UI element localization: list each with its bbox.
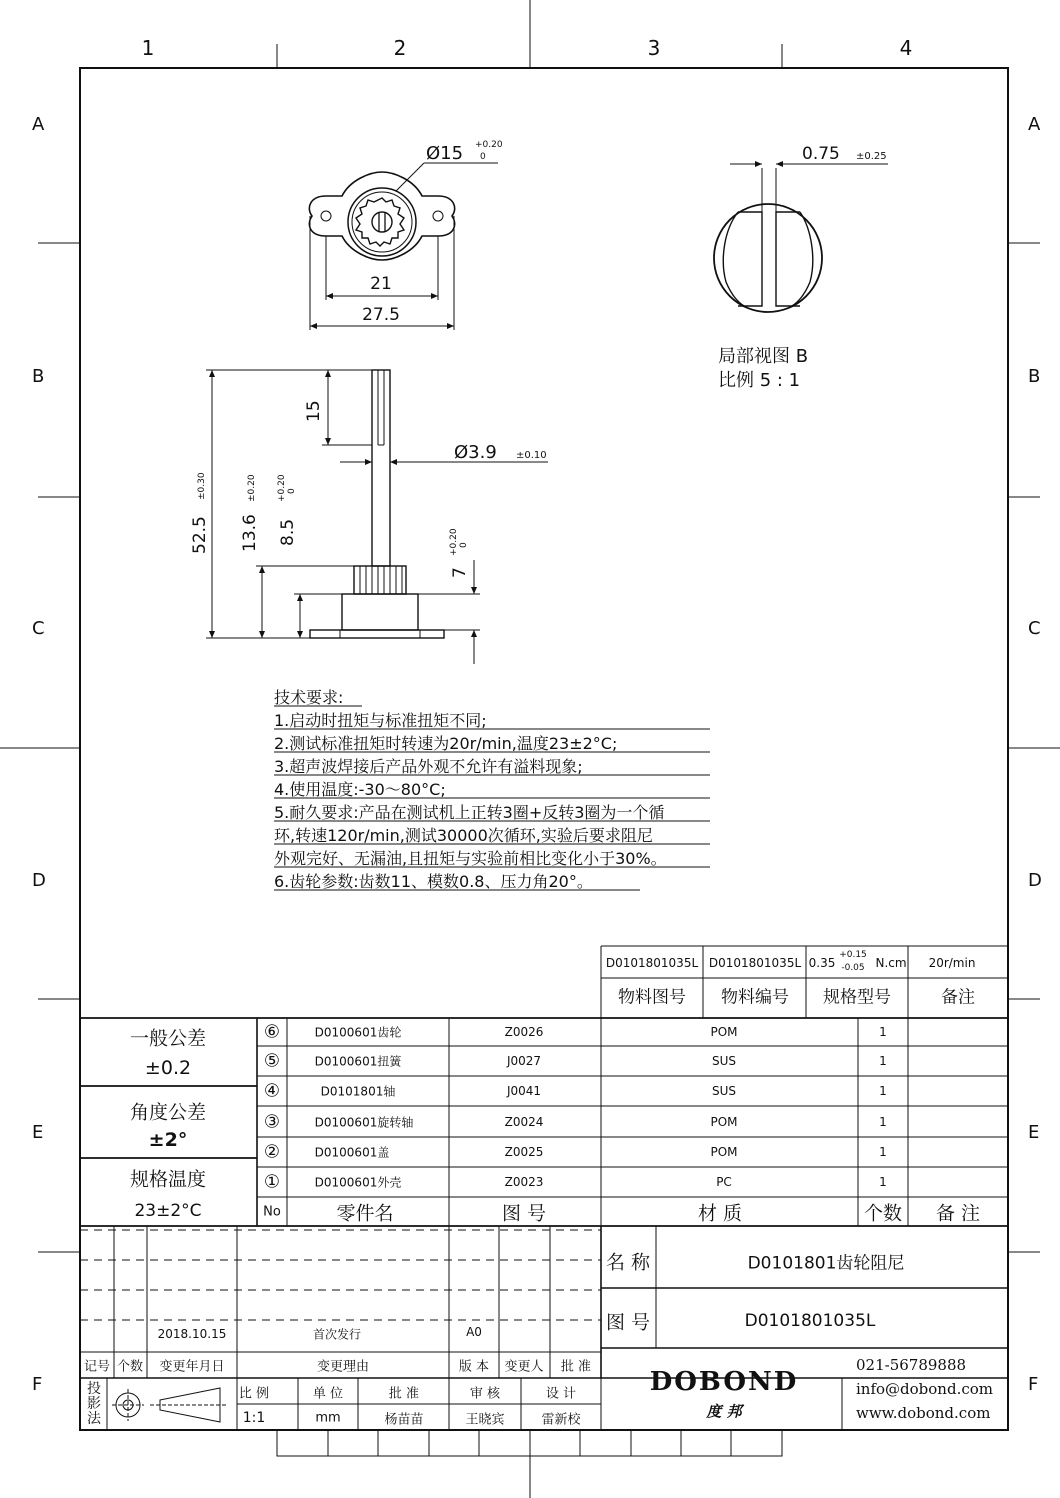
bom-header-name: 零件名 — [336, 1202, 394, 1225]
bom-row-no: ⑥ — [263, 1021, 281, 1043]
detail-view-label: 局部视图 B — [718, 346, 809, 367]
bom-row-no: ③ — [263, 1111, 281, 1133]
bom-row-material: PC — [716, 1175, 732, 1189]
dim-top-diameter: Ø15 — [426, 143, 464, 164]
col-label-1: 1 — [141, 36, 155, 60]
sign-header-scale: 比 例 — [238, 1386, 270, 1402]
drawing-number-label: 图 号 — [605, 1311, 651, 1334]
bom-row-material: POM — [710, 1115, 738, 1129]
requirement-line: 5.耐久要求:产品在测试机上正转3圈+反转3圈为一个循 — [274, 803, 665, 822]
housing-side — [342, 594, 418, 630]
gear-side — [354, 566, 406, 594]
row-label-b-right: B — [1028, 366, 1041, 387]
company-email: info@dobond.com — [856, 1380, 993, 1398]
bom-row-no: ④ — [263, 1080, 281, 1102]
dim-top-diameter-tol-lower: 0 — [480, 152, 486, 162]
shaft-side — [372, 370, 390, 566]
bom-row-code: Z0025 — [504, 1145, 544, 1159]
bom-row-name: D0100601扭簧 — [314, 1054, 402, 1069]
dim-shaft-diameter: Ø3.9 — [454, 442, 497, 463]
company-phone: 021-56789888 — [856, 1356, 967, 1374]
requirement-line: 4.使用温度:-30～80°C; — [274, 780, 446, 799]
sign-unit-value: mm — [315, 1410, 341, 1426]
spec-header-drawing: 物料图号 — [618, 987, 686, 1008]
sign-header-unit: 单 位 — [312, 1386, 344, 1402]
bom-row-name: D0100601齿轮 — [314, 1025, 402, 1040]
spec-header-material: 物料编号 — [721, 987, 789, 1008]
sign-header-approve: 批 准 — [388, 1386, 420, 1402]
name-label: 名 称 — [605, 1251, 651, 1274]
dim-15: 15 — [304, 400, 324, 422]
bom-row-material: SUS — [711, 1084, 737, 1098]
spec-header-model: 规格型号 — [823, 987, 891, 1008]
bom-row-code: Z0024 — [504, 1115, 544, 1129]
requirement-line: 2.测试标准扭矩时转速为20r/min,温度23±2°C; — [274, 734, 618, 753]
rev-header-version: 版 本 — [458, 1359, 490, 1375]
row-label-b-left: B — [32, 366, 45, 387]
dim-8-5-tol-lower: 0 — [287, 488, 297, 494]
requirement-line: 3.超声波焊接后产品外观不允许有溢料现象; — [274, 757, 583, 776]
bom-row-qty: 1 — [879, 1175, 887, 1189]
requirement-line: 环,转速120r/min,测试30000次循环,实验后要求阻尼 — [274, 826, 653, 845]
spec-torque-tol-lower: -0.05 — [841, 963, 865, 973]
bom-row-name: D0100601外壳 — [314, 1175, 402, 1190]
bom-row-qty: 1 — [879, 1115, 887, 1129]
general-tolerance-value: ±0.2 — [144, 1057, 192, 1079]
bom-row-code: Z0023 — [504, 1175, 544, 1189]
requirement-line: 1.启动时扭矩与标准扭矩不同; — [274, 711, 487, 730]
spec-torque-unit: N.cm — [875, 956, 907, 970]
bom-header-remark: 备 注 — [935, 1202, 981, 1225]
temperature-value: 23±2°C — [134, 1201, 202, 1221]
detail-view-circle — [714, 204, 822, 312]
bom-row-qty: 1 — [879, 1025, 887, 1039]
projection-label: 投影法 — [87, 1381, 101, 1427]
dim-shaft-diameter-tol: ±0.10 — [516, 450, 547, 461]
spec-torque-value: 0.35 — [808, 956, 836, 970]
spec-speed: 20r/min — [928, 956, 976, 970]
bom-row-no: ⑤ — [263, 1050, 281, 1072]
bom-row-qty: 1 — [879, 1054, 887, 1068]
sign-reviewer: 王晓宾 — [465, 1412, 505, 1428]
bom-row-code: Z0026 — [504, 1025, 544, 1039]
bom-row-name: D0101801轴 — [320, 1084, 396, 1099]
bom-header-no: No — [263, 1204, 281, 1220]
bom-row-material: SUS — [711, 1054, 737, 1068]
dim-slot-tol: ±0.25 — [856, 151, 887, 162]
company-logo: DOBOND — [649, 1367, 799, 1397]
revision-version: A0 — [466, 1325, 482, 1339]
dim-52-5: 52.5 — [190, 516, 210, 554]
dim-7: 7 — [450, 567, 470, 578]
bom-row-code: J0027 — [506, 1054, 542, 1068]
bom-row-name: D0100601盖 — [314, 1145, 390, 1160]
rev-header-count: 个数 — [116, 1359, 144, 1375]
sign-header-design: 设 计 — [545, 1386, 577, 1402]
company-website: www.dobond.com — [856, 1404, 991, 1422]
angle-tolerance-value: ±2° — [148, 1129, 188, 1151]
gear-top — [356, 198, 404, 246]
requirements-title: 技术要求: — [274, 688, 344, 707]
spec-drawing-number: D0101801035L — [605, 956, 699, 970]
dim-7-tol-lower: 0 — [459, 542, 469, 548]
bom-row-name: D0100601旋转轴 — [314, 1115, 414, 1130]
row-label-c-right: C — [1028, 618, 1041, 639]
company-logo-chinese: 度 邦 — [706, 1402, 742, 1421]
detail-scale-label: 比例 5 : 1 — [718, 370, 801, 391]
rev-header-date: 变更年月日 — [159, 1359, 225, 1375]
bom-row-material: POM — [710, 1025, 738, 1039]
bom-row-no: ① — [263, 1171, 281, 1193]
dim-7-tol-upper: +0.20 — [449, 528, 459, 556]
dim-8-5: 8.5 — [278, 518, 298, 546]
row-label-c-left: C — [32, 618, 45, 639]
spec-material-number: D0101801035L — [708, 956, 802, 970]
rev-header-reason: 变更理由 — [316, 1359, 370, 1375]
bom-row-material: POM — [710, 1145, 738, 1159]
row-label-d-left: D — [32, 870, 46, 891]
requirement-line: 外观完好、无漏油,且扭矩与实验前相比变化小于30%。 — [274, 849, 667, 868]
angle-tolerance-label: 角度公差 — [129, 1101, 207, 1124]
col-label-4: 4 — [899, 36, 913, 60]
sign-scale-value: 1:1 — [242, 1410, 266, 1426]
revision-date: 2018.10.15 — [157, 1327, 227, 1341]
bom-row-no: ② — [263, 1141, 281, 1163]
bom-header-qty: 个数 — [863, 1202, 903, 1225]
rev-header-approve: 批 准 — [560, 1359, 592, 1375]
dim-52-5-tol: ±0.30 — [197, 472, 207, 500]
dim-21: 21 — [370, 274, 392, 294]
rev-header-mark: 记号 — [83, 1359, 111, 1375]
spec-torque-tol-upper: +0.15 — [839, 950, 867, 960]
row-label-f-right: F — [1028, 1374, 1039, 1395]
sign-designer: 雷新校 — [541, 1412, 581, 1428]
row-label-a-left: A — [32, 114, 45, 135]
dim-slot-width: 0.75 — [802, 144, 840, 164]
bom-header-code: 图 号 — [501, 1202, 547, 1225]
dim-13-6: 13.6 — [240, 514, 260, 552]
requirement-line: 6.齿轮参数:齿数11、模数0.8、压力角20°。 — [274, 872, 593, 891]
sign-approver: 杨苗苗 — [384, 1412, 424, 1428]
row-label-e-right: E — [1028, 1122, 1040, 1143]
row-label-f-left: F — [32, 1374, 43, 1395]
row-label-e-left: E — [32, 1122, 44, 1143]
temperature-label: 规格温度 — [129, 1168, 207, 1191]
bom-header-material: 材 质 — [697, 1202, 743, 1225]
revision-reason: 首次发行 — [312, 1327, 362, 1342]
bom-row-qty: 1 — [879, 1145, 887, 1159]
col-label-2: 2 — [393, 36, 407, 60]
general-tolerance-label: 一般公差 — [129, 1027, 207, 1050]
rev-header-changer: 变更人 — [504, 1359, 544, 1375]
row-label-a-right: A — [1028, 114, 1041, 135]
dim-8-5-tol-upper: +0.20 — [277, 474, 287, 502]
col-label-3: 3 — [647, 36, 661, 60]
sign-header-review: 审 核 — [469, 1386, 501, 1402]
dim-top-diameter-tol-upper: +0.20 — [475, 140, 503, 150]
row-label-d-right: D — [1028, 870, 1042, 891]
spec-header-remark: 备注 — [941, 987, 975, 1008]
bom-row-qty: 1 — [879, 1084, 887, 1098]
dim-13-6-tol: ±0.20 — [247, 474, 257, 502]
drawing-number: D0101801035L — [744, 1311, 876, 1331]
bom-row-code: J0041 — [506, 1084, 542, 1098]
part-name: D0101801齿轮阻尼 — [747, 1253, 905, 1274]
dim-27-5: 27.5 — [362, 305, 400, 325]
